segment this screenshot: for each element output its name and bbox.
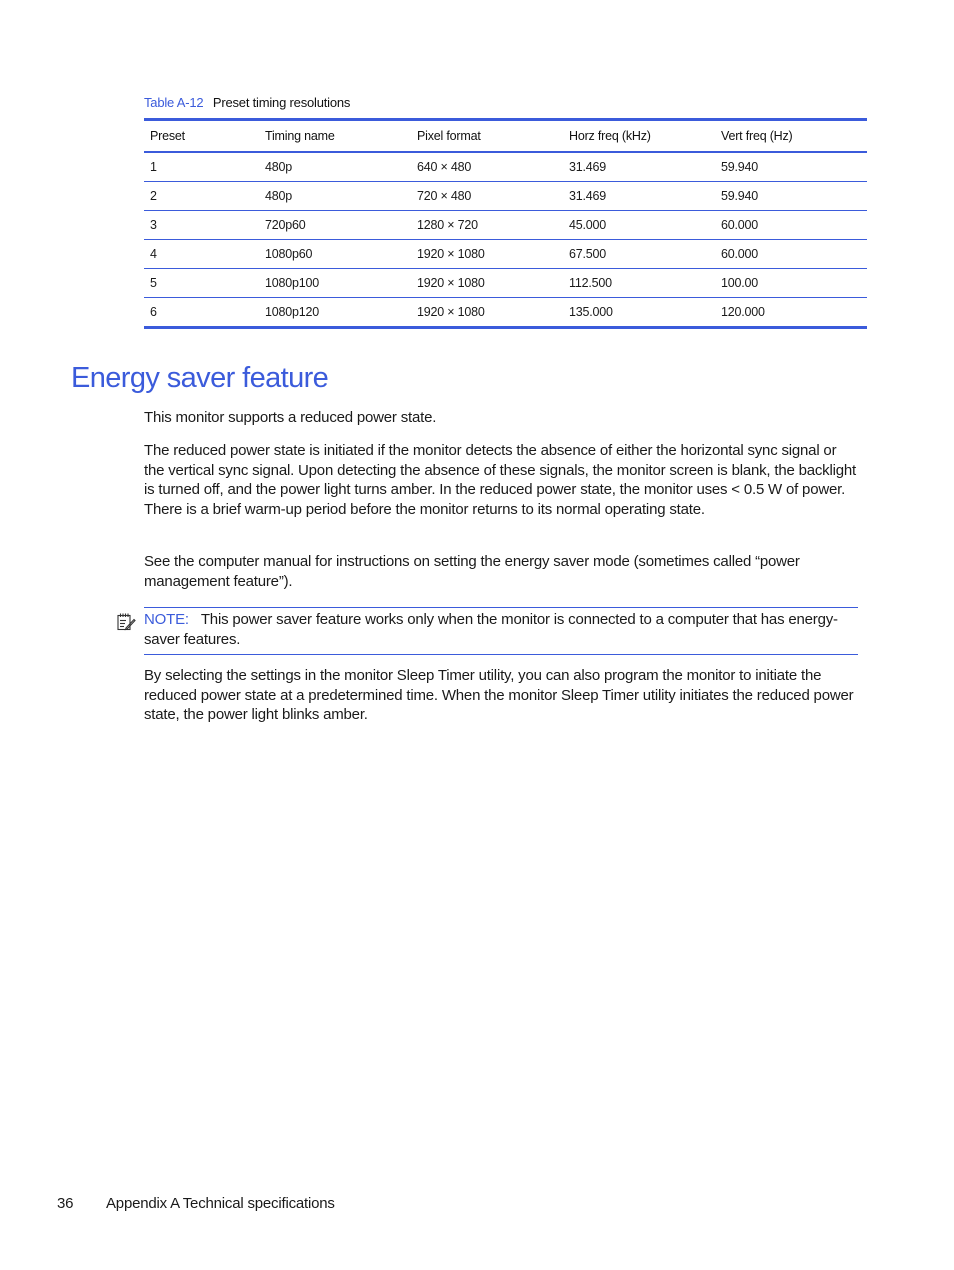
- note-box: [144, 607, 858, 655]
- cell-preset: 2: [144, 182, 259, 211]
- cell-horz-freq: 112.500: [563, 269, 715, 298]
- page-footer: [57, 1195, 335, 1212]
- cell-timing-name: 1080p120: [259, 298, 411, 328]
- cell-preset: 1: [144, 152, 259, 182]
- cell-timing-name: 1080p100: [259, 269, 411, 298]
- footer-text: Appendix A Technical specifications: [106, 1195, 335, 1212]
- header-vert-freq: Vert freq (Hz): [721, 129, 793, 143]
- note-text: This power saver feature works only when the monitor is connected to a computer that has energy-saver features.: [144, 611, 838, 648]
- cell-vert-freq: 60.000: [715, 240, 867, 269]
- table-row: [144, 240, 867, 269]
- table-row: [144, 182, 867, 211]
- table-row: [144, 269, 867, 298]
- header-pixel-format: Pixel format: [417, 129, 481, 143]
- table-label: Table A-12: [144, 95, 204, 110]
- cell-horz-freq: 45.000: [563, 211, 715, 240]
- cell-preset: 5: [144, 269, 259, 298]
- cell-horz-freq: 31.469: [563, 152, 715, 182]
- cell-vert-freq: 59.940: [715, 182, 867, 211]
- cell-vert-freq: 100.00: [715, 269, 867, 298]
- cell-pixel-format: 720 × 480: [411, 182, 563, 211]
- cell-preset: 4: [144, 240, 259, 269]
- cell-pixel-format: 1920 × 1080: [411, 240, 563, 269]
- note-label: NOTE:: [144, 611, 189, 628]
- cell-preset: 3: [144, 211, 259, 240]
- table-row: [144, 152, 867, 182]
- header-horz-freq: Horz freq (kHz): [569, 129, 651, 143]
- cell-horz-freq: 135.000: [563, 298, 715, 328]
- table-title: Preset timing resolutions: [212, 95, 351, 110]
- cell-horz-freq: 67.500: [563, 240, 715, 269]
- table-header-row: [144, 120, 867, 153]
- cell-vert-freq: 59.940: [715, 152, 867, 182]
- cell-pixel-format: 1920 × 1080: [411, 269, 563, 298]
- cell-timing-name: 480p: [259, 152, 411, 182]
- header-timing-name: Timing name: [265, 129, 335, 143]
- paragraph-reduced-power: The reduced power state is initiated if the monitor detects the absence of either the horizontal sync signal or the vertical sync signal. Upon detecting the absence of these signals, the monitor screen is blank, the backlight is turned off, and the power light turns amber. In the reduced power state, the monitor uses < 0.5 W of power. There is a brief warm-up period before the monitor returns to its normal operating state.: [144, 442, 856, 518]
- cell-pixel-format: 640 × 480: [411, 152, 563, 182]
- cell-timing-name: 480p: [259, 182, 411, 211]
- table-row: [144, 298, 867, 328]
- cell-timing-name: 1080p60: [259, 240, 411, 269]
- cell-timing-name: 720p60: [259, 211, 411, 240]
- table-row: [144, 211, 867, 240]
- paragraph-computer-manual: See the computer manual for instructions on setting the energy saver mode (sometimes called “power management feature”).: [144, 553, 800, 590]
- cell-preset: 6: [144, 298, 259, 328]
- cell-horz-freq: 31.469: [563, 182, 715, 211]
- page-number: 36: [57, 1195, 74, 1212]
- table-caption: [144, 95, 350, 110]
- cell-vert-freq: 60.000: [715, 211, 867, 240]
- section-heading: Energy saver feature: [71, 362, 329, 394]
- cell-vert-freq: 120.000: [715, 298, 867, 328]
- header-preset: Preset: [150, 129, 185, 143]
- preset-timing-table: [144, 118, 867, 329]
- paragraph-sleep-timer: By selecting the settings in the monitor Sleep Timer utility, you can also program the monitor to initiate the reduced power state at a predetermined time. When the monitor Sleep Timer utility initiates the reduced power state, the power light blinks amber.: [144, 667, 854, 723]
- paragraph-intro: This monitor supports a reduced power state.: [144, 409, 437, 426]
- note-icon: [116, 612, 136, 632]
- cell-pixel-format: 1280 × 720: [411, 211, 563, 240]
- cell-pixel-format: 1920 × 1080: [411, 298, 563, 328]
